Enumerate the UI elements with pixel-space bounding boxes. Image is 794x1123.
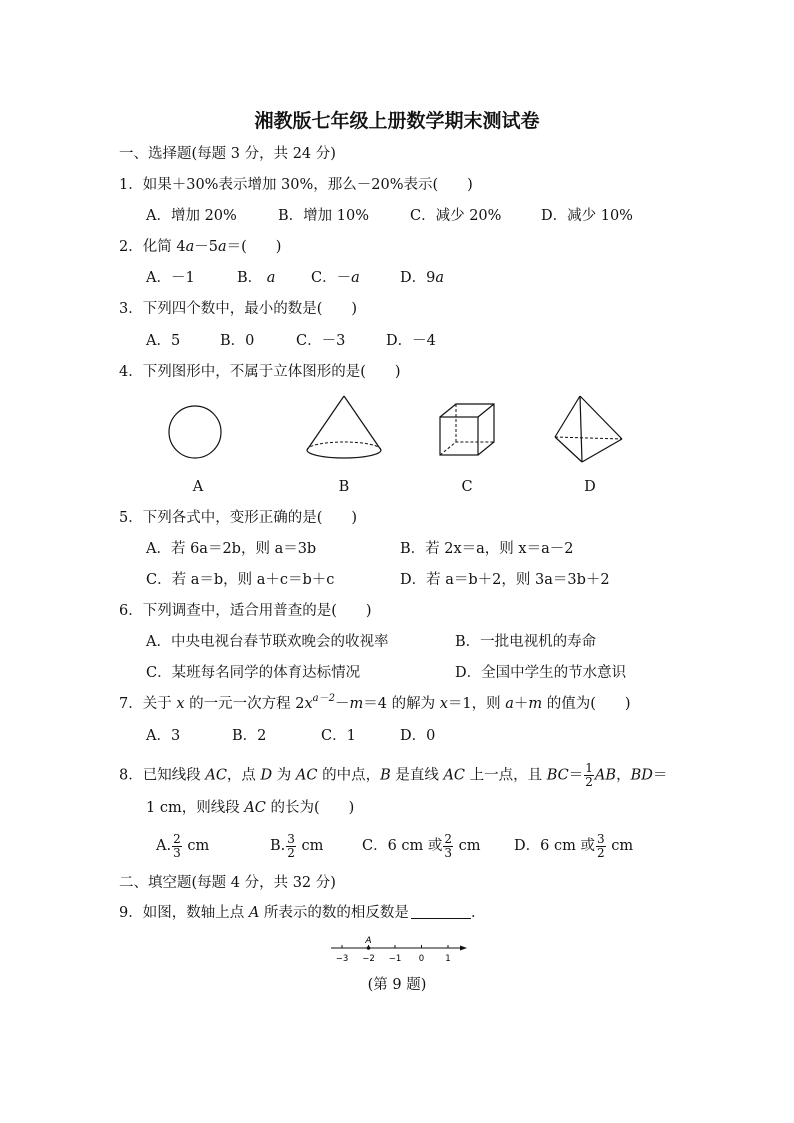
q2-option-c-label: C．－ <box>311 270 352 286</box>
q6-option-a: A．中央电视台春节联欢晚会的收视率 <box>146 634 389 650</box>
q7-text: 的值为( ) <box>542 696 631 712</box>
section-choice-heading: 一、选择题(每题 3 分，共 24 分) <box>119 146 336 162</box>
fraction-numerator: 3 <box>596 831 605 846</box>
q7-text: ＝4 的解为 <box>363 696 440 712</box>
q1-option-c: C．减少 20% <box>410 208 502 224</box>
fraction-denominator: 2 <box>287 845 295 860</box>
point-a-dot <box>367 946 371 950</box>
axis-tick-label: 0 <box>418 954 425 964</box>
q4-figures <box>150 392 650 472</box>
fraction-denominator: 2 <box>596 845 605 860</box>
q6-option-b: B．一批电视机的寿命 <box>455 634 597 650</box>
cone-figure <box>307 396 381 458</box>
figure-9-caption: (第 9 题) <box>367 977 427 993</box>
q3-option-c: C．－3 <box>296 333 346 349</box>
q7-option-d: D．0 <box>400 728 436 744</box>
q8-option-c-fraction <box>443 833 453 860</box>
question-8-stem <box>119 762 667 789</box>
fraction-numerator: 2 <box>173 831 181 846</box>
number-line <box>325 933 475 967</box>
figure-label-a: A <box>192 479 204 495</box>
q3-option-d: D．－4 <box>386 333 436 349</box>
q7-text: ＋ <box>513 696 529 712</box>
q8-var: AC <box>244 800 266 816</box>
section-fill-heading: 二、填空题(每题 4 分，共 32 分) <box>119 875 336 891</box>
fraction-numerator: 2 <box>444 831 453 846</box>
q8-text: 8．已知线段 <box>119 767 206 784</box>
q8-var: BD <box>630 767 653 784</box>
cube-figure <box>440 404 494 455</box>
question-6-stem: 6．下列调查中，适合用普查的是( ) <box>119 603 372 619</box>
figure-label-b: B <box>338 479 350 495</box>
q9-text: ． <box>470 905 486 921</box>
q3-option-a: A．5 <box>146 333 181 349</box>
q8-option-a-unit: cm <box>187 838 210 854</box>
q8-text: ， <box>616 767 631 784</box>
q2-option-b-var: a <box>266 270 276 286</box>
q8-text: 1 cm，则线段 <box>146 800 245 816</box>
q7-var: x <box>439 696 448 712</box>
q8-option-a <box>156 826 209 866</box>
q2-option-c <box>311 268 360 288</box>
q7-var: m <box>349 696 364 712</box>
q7-text: 的一元一次方程 2 <box>184 696 305 712</box>
q6-option-c: C．某班每名同学的体育达标情况 <box>146 665 361 681</box>
axis-tick-label: 1 <box>445 954 451 964</box>
fraction-denominator: 3 <box>444 845 453 860</box>
q8-text: 上一点，且 <box>465 767 547 784</box>
point-a-label: A <box>365 936 372 946</box>
q1-option-a: A．增加 20% <box>146 208 237 224</box>
q8-option-d-fraction <box>596 833 606 860</box>
q5-option-d: D．若 a＝b＋2，则 3a＝3b＋2 <box>400 572 610 588</box>
q7-text: 7．关于 <box>119 696 177 712</box>
q7-var: x <box>304 696 313 712</box>
question-9-stem <box>119 903 485 923</box>
q8-text: 为 <box>272 767 296 784</box>
q2-text: ＝( ) <box>226 239 282 255</box>
q2-option-b-label: B． <box>237 270 263 286</box>
fraction-numerator: 1 <box>585 761 593 775</box>
q8-var: AC <box>443 767 466 784</box>
fraction-numerator: 3 <box>287 831 295 846</box>
q8-option-d-label: D．6 cm 或 <box>514 838 595 854</box>
q7-option-c: C．1 <box>321 728 356 744</box>
q8-option-b-fraction <box>286 833 296 860</box>
q2-option-d-label: D．9 <box>400 270 436 286</box>
q7-var: x <box>176 696 185 712</box>
q8-option-c <box>362 826 481 866</box>
q7-text: － <box>335 696 350 712</box>
axis-arrow <box>460 946 467 951</box>
fraction-denominator: 2 <box>585 775 593 789</box>
q5-option-b: B．若 2x＝a，则 x＝a－2 <box>400 541 574 557</box>
q7-option-b: B．2 <box>232 728 267 744</box>
q8-var: AB <box>594 767 617 784</box>
q8-var: D <box>260 767 273 784</box>
q8-text: 的中点， <box>317 767 381 784</box>
q9-text: 9．如图，数轴上点 <box>119 905 249 921</box>
fraction-denominator: 3 <box>173 845 181 860</box>
q8-option-a-label: A. <box>156 838 172 854</box>
q2-option-d <box>400 268 444 288</box>
question-7-stem <box>119 694 631 714</box>
figure-label-d: D <box>584 479 596 495</box>
q8-option-c-unit: cm <box>458 838 481 854</box>
q8-option-b-unit: cm <box>301 838 324 854</box>
page-title: 湘教版七年级上册数学期末测试卷 <box>254 110 540 132</box>
q2-option-c-var: a <box>351 270 360 286</box>
q8-var: AC <box>295 767 318 784</box>
q7-text: ＝1，则 <box>447 696 506 712</box>
q8-var: B <box>380 767 391 784</box>
question-4-stem: 4．下列图形中，不属于立体图形的是( ) <box>119 364 401 380</box>
axis-tick-label: −1 <box>388 954 402 964</box>
q8-text: ＝ <box>652 767 668 784</box>
q8-text: ＝ <box>568 767 584 784</box>
q2-option-a: A．－1 <box>146 270 195 286</box>
question-2-stem <box>119 237 281 257</box>
q8-text: 的长为( ) <box>265 800 355 816</box>
q8-text: ，点 <box>226 767 261 784</box>
q8-fraction <box>584 762 594 789</box>
q3-option-b: B．0 <box>220 333 255 349</box>
question-8-stem-line2 <box>146 798 354 818</box>
q5-option-a: A．若 6a＝2b，则 a＝3b <box>146 541 317 557</box>
q8-option-d-unit: cm <box>611 838 634 854</box>
question-5-stem: 5．下列各式中，变形正确的是( ) <box>119 510 358 526</box>
q1-option-b: B．增加 10% <box>278 208 369 224</box>
q8-option-d <box>514 826 633 866</box>
q7-option-a: A．3 <box>146 728 181 744</box>
q2-option-d-var: a <box>435 270 445 286</box>
q6-option-d: D．全国中学生的节水意识 <box>455 665 627 681</box>
question-3-stem: 3．下列四个数中，最小的数是( ) <box>119 301 358 317</box>
question-1-stem: 1．如果＋30%表示增加 30%，那么－20%表示( ) <box>119 177 473 193</box>
q9-var: A <box>248 905 260 921</box>
q2-text: 2．化简 4 <box>119 239 186 255</box>
q8-text: 是直线 <box>390 767 444 784</box>
q8-option-a-fraction <box>172 833 182 860</box>
q5-option-c: C．若 a＝b，则 a＋c＝b＋c <box>146 572 335 588</box>
answer-blank <box>411 904 471 919</box>
figure-label-c: C <box>461 479 473 495</box>
q1-option-d: D．减少 10% <box>541 208 633 224</box>
q8-var: AC <box>205 767 227 784</box>
q9-text: 所表示的数的相反数是 <box>259 905 409 921</box>
q2-var: a <box>217 239 227 255</box>
q2-option-b <box>237 268 275 288</box>
circle-figure <box>169 406 221 458</box>
q7-var: a <box>505 696 514 712</box>
q8-option-b-label: B. <box>270 838 286 854</box>
q7-var: m <box>528 696 543 712</box>
pyramid-figure <box>555 396 622 462</box>
q8-var: BC <box>546 767 569 784</box>
axis-tick-label: −3 <box>335 954 349 964</box>
q2-text: －5 <box>194 239 218 255</box>
q7-exponent: a－2 <box>312 693 335 704</box>
q8-option-c-label: C．6 cm 或 <box>362 838 443 854</box>
q2-var: a <box>185 239 195 255</box>
axis-tick-label: −2 <box>362 954 375 964</box>
q8-option-b <box>270 826 323 866</box>
